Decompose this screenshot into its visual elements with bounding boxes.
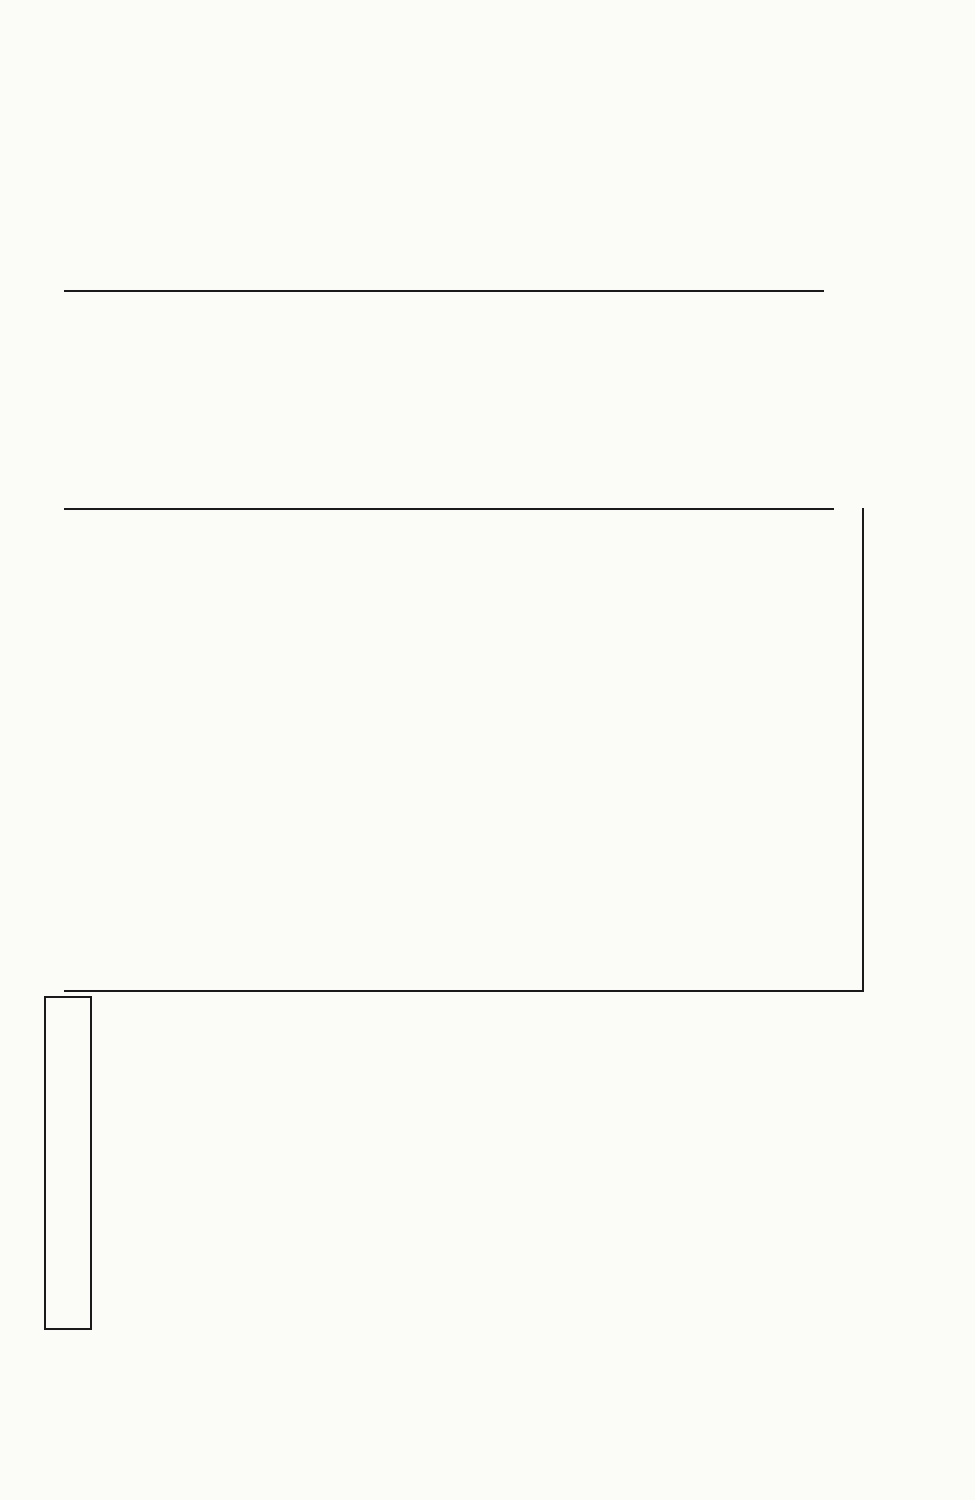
vertical-rule xyxy=(862,508,864,990)
column-rule-2 xyxy=(64,508,834,510)
column-rule-1 xyxy=(64,290,824,292)
column-rule-3 xyxy=(64,990,864,992)
caption-box xyxy=(44,996,92,1330)
